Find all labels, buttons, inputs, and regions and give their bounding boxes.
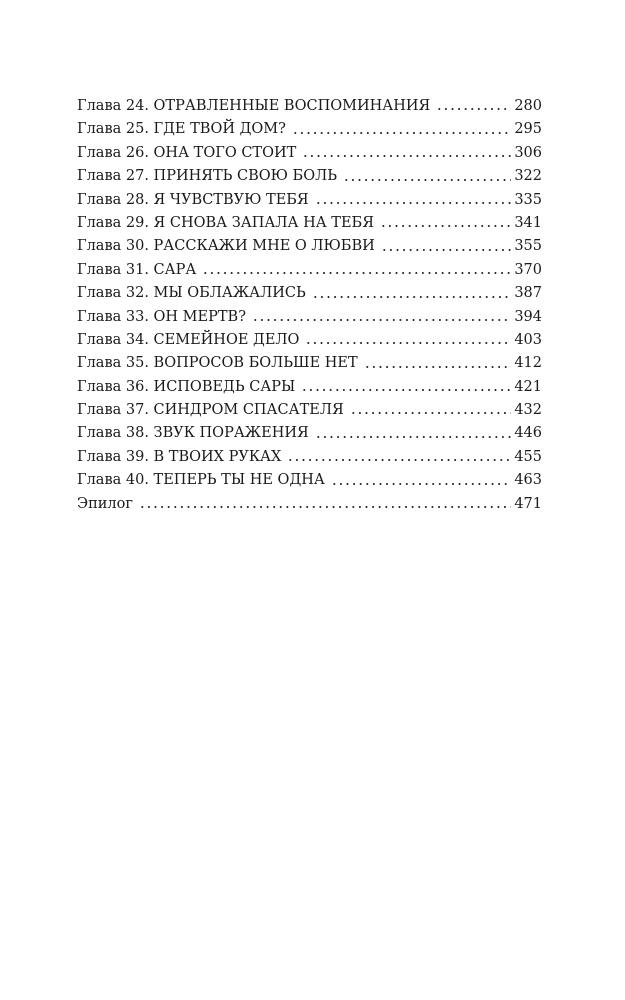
dot-leader [139, 506, 511, 508]
toc-entry-title: Глава 37. СИНДРОМ СПАСАТЕЛЯ [77, 402, 344, 419]
toc-entry-page: 387 [514, 285, 542, 302]
toc-entry-title: Глава 27. ПРИНЯТЬ СВОЮ БОЛЬ [77, 168, 337, 185]
toc-entry-title: Глава 29. Я СНОВА ЗАПАЛА НА ТЕБЯ [77, 214, 374, 231]
dot-leader [302, 155, 511, 157]
dot-leader [292, 132, 511, 134]
dot-leader [252, 319, 511, 321]
toc-entry-title: Глава 24. ОТРАВЛЕННЫЕ ВОСПОМИНАНИЯ [77, 98, 431, 114]
toc-entry-title: Глава 35. ВОПРОСОВ БОЛЬШЕ НЕТ [77, 355, 358, 372]
toc-entry-title: Глава 36. ИСПОВЕДЬ САРЫ [77, 378, 296, 395]
toc-entry [77, 352, 542, 375]
dot-leader [315, 436, 512, 438]
toc-entry [77, 189, 542, 212]
dot-leader [331, 483, 511, 485]
toc-entry-page: 322 [514, 168, 542, 185]
dot-leader [301, 389, 511, 391]
toc-entry-page: 463 [514, 472, 542, 489]
toc-entry [77, 422, 542, 445]
toc-entry [77, 446, 542, 469]
toc-entry-page: 355 [514, 238, 542, 255]
toc-entry [77, 118, 542, 141]
toc-entry [77, 235, 542, 258]
toc-entry [77, 282, 542, 305]
dot-leader [350, 412, 512, 414]
toc-entry-page: 421 [514, 378, 542, 395]
toc-entry-page: 341 [514, 214, 542, 231]
toc-entry [77, 212, 542, 235]
dot-leader [287, 459, 511, 461]
toc-entry-title: Глава 26. ОНА ТОГО СТОИТ [77, 144, 297, 161]
toc-entry-title: Глава 33. ОН МЕРТВ? [77, 308, 246, 325]
toc-entry-page: 335 [514, 191, 542, 208]
dot-leader [312, 296, 512, 298]
dot-leader [381, 249, 512, 251]
toc-entry-title: Глава 31. САРА [77, 261, 197, 278]
dot-leader [436, 108, 511, 110]
dot-leader [380, 225, 511, 227]
toc-entry-page: 370 [514, 261, 542, 278]
toc-entry-page: 412 [514, 355, 542, 372]
toc-entry [77, 399, 542, 422]
toc-entry-page: 306 [514, 144, 542, 161]
toc-entry [77, 259, 542, 282]
toc-entry-title: Глава 39. В ТВОИХ РУКАХ [77, 448, 282, 465]
toc-entry-page: 455 [514, 448, 542, 465]
toc-entry-title: Глава 38. ЗВУК ПОРАЖЕНИЯ [77, 425, 309, 442]
toc-entry-page: 394 [514, 308, 542, 325]
dot-leader [364, 366, 512, 368]
toc-entry-page: 471 [514, 495, 542, 512]
toc-entry [77, 493, 542, 516]
toc-entry-page: 432 [514, 402, 542, 419]
table-of-contents [77, 95, 542, 516]
toc-entry [77, 306, 542, 329]
dot-leader [343, 179, 511, 181]
toc-entry [77, 329, 542, 352]
toc-entry-title: Глава 25. ГДЕ ТВОЙ ДОМ? [77, 121, 286, 138]
toc-entry-title: Глава 34. СЕМЕЙНОЕ ДЕЛО [77, 331, 300, 348]
toc-entry [77, 142, 542, 165]
toc-entry-title: Глава 30. РАССКАЖИ МНЕ О ЛЮБВИ [77, 238, 375, 255]
toc-entry-title: Глава 40. ТЕПЕРЬ ТЫ НЕ ОДНА [77, 472, 325, 489]
toc-entry [77, 165, 542, 188]
toc-entry-page: 403 [514, 331, 542, 348]
toc-entry-title: Глава 28. Я ЧУВСТВУЮ ТЕБЯ [77, 191, 309, 208]
toc-entry-page: 280 [514, 98, 542, 114]
toc-entry-page: 446 [514, 425, 542, 442]
toc-entry [77, 376, 542, 399]
dot-leader [202, 272, 511, 274]
dot-leader [315, 202, 512, 204]
toc-entry [77, 469, 542, 492]
toc-entry-title: Глава 32. МЫ ОБЛАЖАЛИСЬ [77, 285, 306, 302]
dot-leader [305, 342, 511, 344]
toc-entry-title: Эпилог [77, 495, 133, 512]
toc-entry [77, 95, 542, 118]
toc-entry-page: 295 [514, 121, 542, 138]
